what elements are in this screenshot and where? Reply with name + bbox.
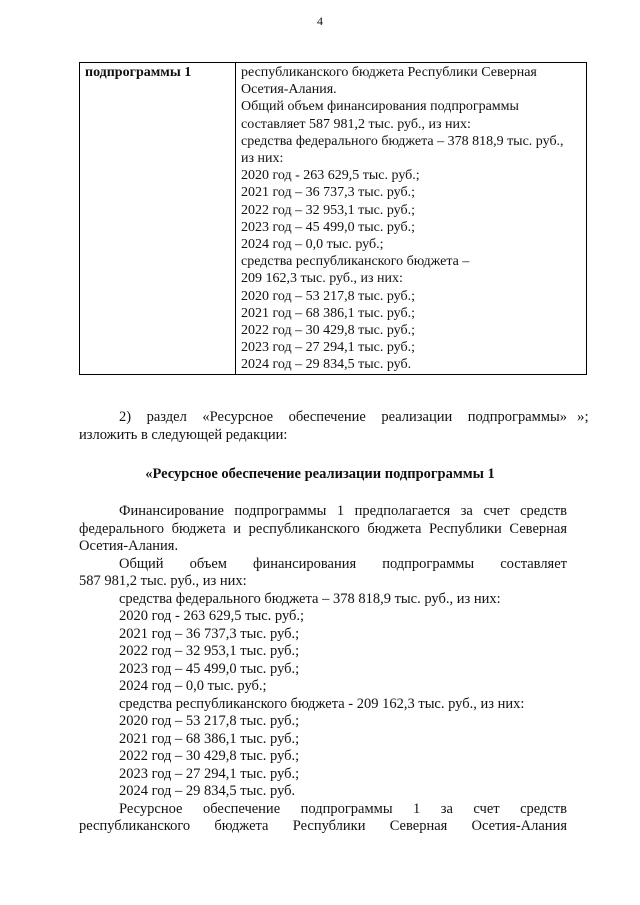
body-line: Ресурсное обеспечение подпрограммы 1 за счет средств	[119, 800, 567, 817]
body-line: 587 981,2 тыс. руб., из них:	[79, 573, 247, 589]
instruction-line: изложить в следующей редакции:	[79, 426, 288, 443]
body-line: Общий объем финансирования подпрограммы составляет	[119, 555, 567, 572]
table-line: Осетия-Алания.	[241, 82, 337, 98]
subprogram-table	[79, 62, 587, 375]
body-line: 2021 год – 68 386,1 тыс. руб.;	[119, 730, 300, 747]
table-line: 2022 год – 32 953,1 тыс. руб.;	[241, 202, 415, 218]
body-line: средства республиканского бюджета - 209 162,3 тыс. руб., из них:	[119, 695, 525, 712]
instruction-paragraph	[79, 409, 567, 444]
table-line: из них:	[241, 151, 284, 167]
table-line: 2021 год – 68 386,1 тыс. руб.;	[241, 305, 415, 321]
instruction-line: 2) раздел «Ресурсное обеспечение реализации подпрограммы»	[119, 409, 567, 425]
table-line: 2024 год – 0,0 тыс. руб.;	[241, 237, 384, 253]
table-content-cell	[236, 63, 587, 375]
body-line: средства федерального бюджета – 378 818,9 тыс. руб., из них:	[119, 590, 501, 607]
table-line: Общий объем финансирования подпрограммы	[241, 99, 519, 115]
table-line: составляет 587 981,2 тыс. руб., из них:	[241, 116, 471, 132]
table-line: 209 162,3 тыс. руб., из них:	[241, 271, 403, 287]
body-line: 2022 год – 30 429,8 тыс. руб.;	[119, 748, 300, 764]
body-line: 2021 год – 36 737,3 тыс. руб.;	[119, 625, 300, 642]
table-line: республиканского бюджета Республики Северная	[241, 65, 537, 80]
body-line: 2022 год – 32 953,1 тыс. руб.;	[119, 643, 300, 659]
body-line: 2023 год – 27 294,1 тыс. руб.;	[119, 765, 300, 782]
body-line: 2024 год – 29 834,5 тыс. руб.	[119, 783, 296, 799]
body-line: 2023 год – 45 499,0 тыс. руб.;	[119, 660, 300, 677]
table-line: 2020 год - 263 629,5 тыс. руб.;	[241, 168, 420, 184]
body-line: Осетия-Алания.	[79, 538, 179, 554]
table-line: 2022 год – 30 429,8 тыс. руб.;	[241, 323, 415, 339]
table-line: 2023 год – 45 499,0 тыс. руб.;	[241, 219, 415, 235]
table-line: 2024 год – 29 834,5 тыс. руб.	[241, 357, 412, 373]
table-line: 2020 год – 53 217,8 тыс. руб.;	[241, 288, 415, 304]
section-heading: «Ресурсное обеспечение реализации подпрограммы 1	[145, 466, 495, 482]
table-row	[80, 63, 587, 375]
table-label-cell: подпрограммы 1	[80, 63, 236, 375]
table-line: 2023 год – 27 294,1 тыс. руб.;	[241, 340, 415, 356]
page-number: 4	[317, 14, 323, 28]
table-line: средства федерального бюджета – 378 818,9 тыс. руб.,	[241, 133, 564, 149]
table-line: средства республиканского бюджета –	[241, 254, 470, 270]
closing-quote: »;	[577, 409, 589, 425]
body-line: республиканского бюджета Республики Северная Осетия-Алания	[79, 818, 567, 834]
body-line: Финансирование подпрограммы 1 предполагается за счет средств	[119, 503, 567, 519]
body-line: федерального бюджета и республиканского бюджета Республики Северная	[79, 520, 567, 537]
body-line: 2020 год – 53 217,8 тыс. руб.;	[119, 713, 300, 729]
table-line: 2021 год – 36 737,3 тыс. руб.;	[241, 185, 415, 201]
body-line: 2024 год – 0,0 тыс. руб.;	[119, 678, 267, 694]
body-text	[79, 503, 567, 836]
body-line: 2020 год - 263 629,5 тыс. руб.;	[119, 608, 305, 624]
